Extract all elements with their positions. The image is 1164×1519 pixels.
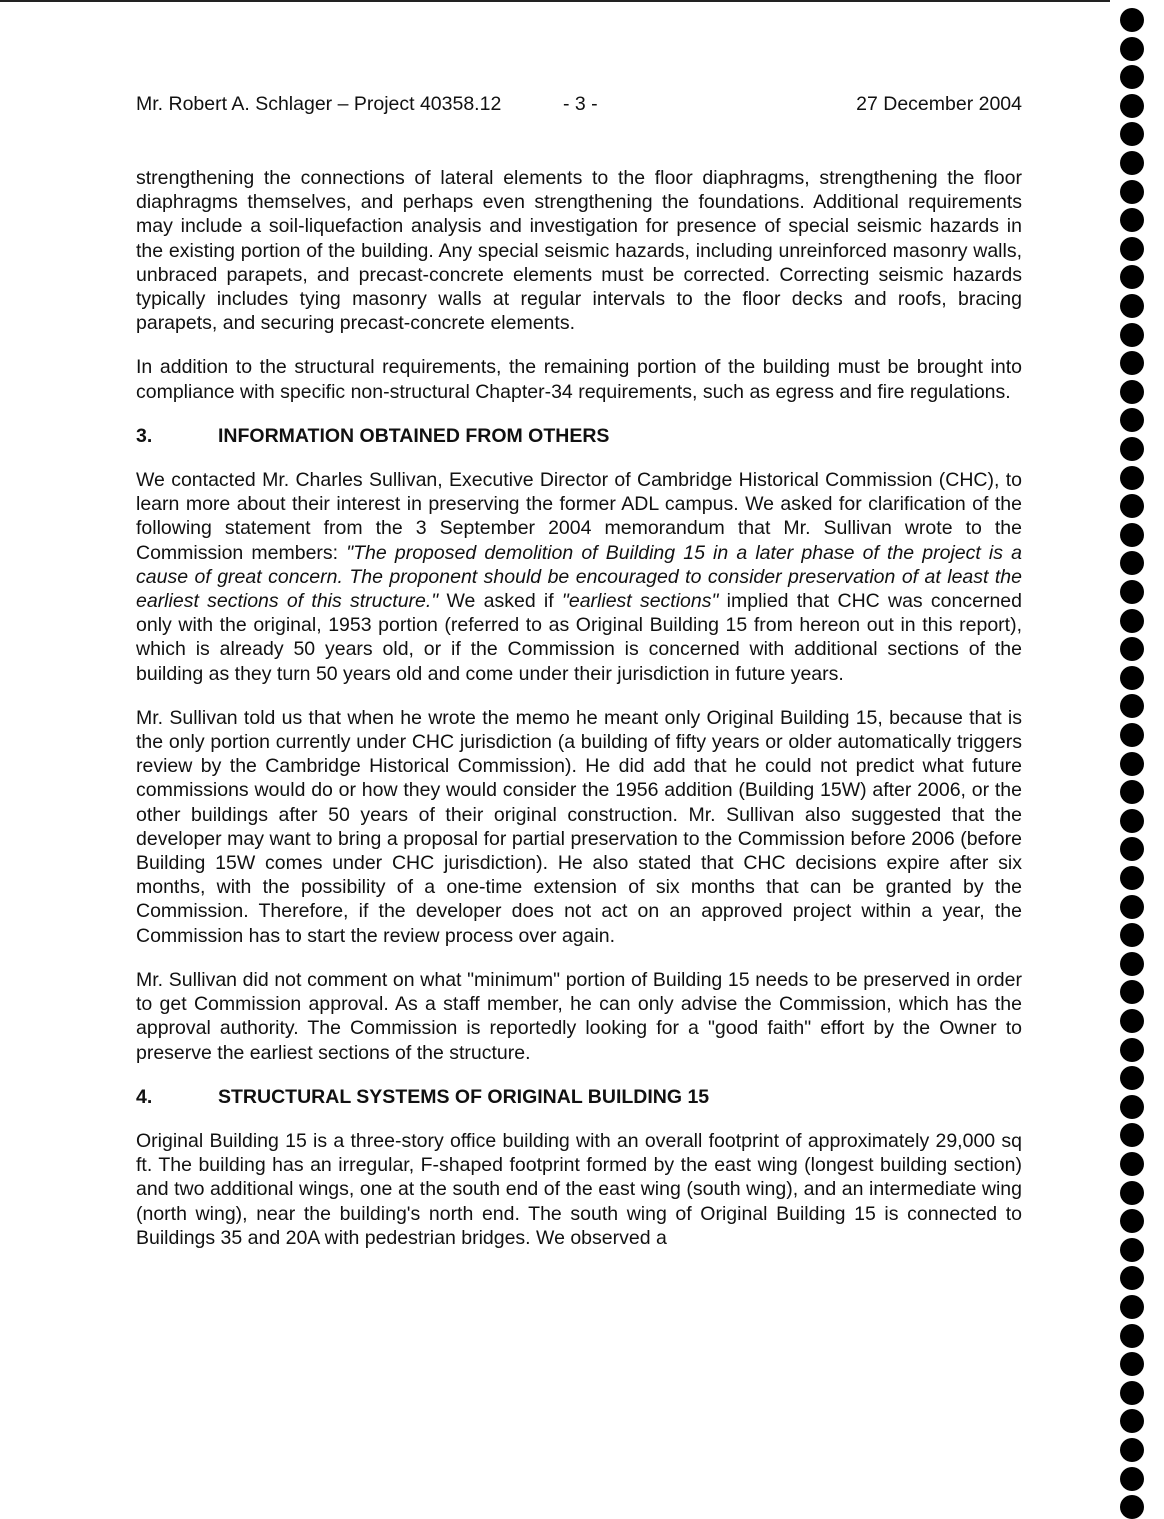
binding-hole <box>1120 437 1144 461</box>
binding-hole <box>1120 323 1144 347</box>
binding-hole <box>1120 1009 1144 1033</box>
binding-hole <box>1120 609 1144 633</box>
binding-hole <box>1120 523 1144 547</box>
section-3-paragraph-2: Mr. Sullivan told us that when he wrote the memo he meant only Original Building 15, because that is the only portion currently under CHC jurisdiction (a building of fifty years or older automatically triggers review by the Cambridge Historical Commission). He did add that he could not predict what future commissions would do or how they would consider the 1956 addition (Building 15W) after 2006, or the other buildings after 50 years of their original construction. Mr. Sullivan also suggested that the developer may want to bring a proposal for partial preservation to the Commission before 2006 (before Building 15W comes under CHC jurisdiction). He also stated that CHC decisions expire after six months, with the possibility of a one-time extension of six months that can be granted by the Commission. Therefore, if the developer does not act on an approved project within a year, the Commission has to start the review process over again. <box>136 706 1022 947</box>
binding-hole <box>1120 1467 1144 1491</box>
binding-hole <box>1120 1123 1144 1147</box>
binding-hole <box>1120 1181 1144 1205</box>
paragraph-nonstructural: In addition to the structural requirements, the remaining portion of the building must be brought into compliance with specific non-structural Chapter-34 requirements, such as egress and fire regulations. <box>136 356 1022 403</box>
section-3-p1-quote-2: "earliest sections" <box>561 590 719 613</box>
section-3-p1-text-b: We asked if <box>438 590 562 613</box>
binding-hole <box>1120 1266 1144 1290</box>
binding-hole <box>1120 1381 1144 1405</box>
binding-hole <box>1120 1295 1144 1319</box>
section-3-p1-text-a: We contacted Mr. Charles Sullivan, Executive Director of Cambridge Historical Commission (CHC), to learn more about their interest in preserving the former ADL campus. We asked for clarification of the following statement from the 3 September 2004 memorandum that Mr. Sullivan wrote to the Commission members: <box>136 469 1022 564</box>
section-4-heading <box>136 1085 1022 1109</box>
section-4-title: STRUCTURAL SYSTEMS OF ORIGINAL BUILDING 15 <box>218 1085 710 1108</box>
binding-hole <box>1120 1409 1144 1433</box>
binding-hole <box>1120 1095 1144 1119</box>
header-date: 27 December 2004 <box>856 93 1022 115</box>
binding-hole <box>1120 8 1144 32</box>
binding-hole <box>1120 37 1144 61</box>
binding-hole <box>1120 94 1144 118</box>
binding-hole <box>1120 265 1144 289</box>
binding-holes <box>1120 3 1150 1500</box>
binding-hole <box>1120 551 1144 575</box>
section-3-paragraph-3: Mr. Sullivan did not comment on what "minimum" portion of Building 15 needs to be preserved in order to get Commission approval. As a staff member, he can only advise the Commission, which has the approval authority. The Commission is reportedly looking for a "good faith" effort by the Owner to preserve the earliest sections of the structure. <box>136 968 1022 1064</box>
section-4-number: 4. <box>136 1085 153 1108</box>
binding-hole <box>1120 122 1144 146</box>
section-3-heading <box>136 424 1022 448</box>
binding-hole <box>1120 809 1144 833</box>
binding-hole <box>1120 866 1144 890</box>
binding-hole <box>1120 952 1144 976</box>
binding-hole <box>1120 1324 1144 1348</box>
page-header <box>136 93 1022 121</box>
binding-hole <box>1120 380 1144 404</box>
binding-hole <box>1120 351 1144 375</box>
binding-hole <box>1120 208 1144 232</box>
binding-hole <box>1120 494 1144 518</box>
binding-hole <box>1120 294 1144 318</box>
section-3-title: INFORMATION OBTAINED FROM OTHERS <box>218 424 610 447</box>
binding-hole <box>1120 980 1144 1004</box>
document-body <box>136 166 1022 1250</box>
binding-hole <box>1120 752 1144 776</box>
binding-hole <box>1120 1438 1144 1462</box>
binding-hole <box>1120 408 1144 432</box>
binding-hole <box>1120 1209 1144 1233</box>
binding-hole <box>1120 694 1144 718</box>
binding-hole <box>1120 780 1144 804</box>
binding-hole <box>1120 666 1144 690</box>
paragraph-continuation: strengthening the connections of lateral elements to the floor diaphragms, strengthening the floor diaphragms themselves, and perhaps even strengthening the foundations. Additional requirements may include a soil-liquefaction analysis and investigation for presence of special seismic hazards in the existing portion of the building. Any special seismic hazards, including unreinforced masonry walls, unbraced parapets, and precast-concrete elements must be corrected. Correcting seismic hazards typically includes tying masonry walls at regular intervals to the floor decks and roofs, bracing parapets, and securing precast-concrete elements. <box>136 167 1022 335</box>
binding-hole <box>1120 637 1144 661</box>
binding-hole <box>1120 1495 1144 1519</box>
binding-hole <box>1120 1352 1144 1376</box>
binding-hole <box>1120 466 1144 490</box>
header-page-number: - 3 - <box>563 93 598 115</box>
binding-hole <box>1120 237 1144 261</box>
binding-hole <box>1120 1038 1144 1062</box>
section-4-paragraph-1: Original Building 15 is a three-story office building with an overall footprint of approximately 29,000 sq ft. The building has an irregular, F-shaped footprint formed by the east wing (longest building section) and two additional wings, one at the south end of the east wing (south wing), and an intermediate wing (north wing), near the building's north end. The south wing of Original Building 15 is connected to Buildings 35 and 20A with pedestrian bridges. We observed a <box>136 1129 1022 1249</box>
section-3-paragraph-1 <box>136 468 1022 686</box>
binding-hole <box>1120 895 1144 919</box>
section-3-number: 3. <box>136 424 153 447</box>
binding-hole <box>1120 1238 1144 1262</box>
section-3-p1-quote: "The proposed demolition of Building 15 in a later phase of the project is a cause of great concern. The proponent should be encouraged to consider preservation of at least the earliest sections of this structure." <box>136 541 1022 613</box>
binding-hole <box>1120 723 1144 747</box>
header-recipient: Mr. Robert A. Schlager – Project 40358.12 <box>136 93 502 115</box>
binding-hole <box>1120 1066 1144 1090</box>
section-3-p1-text-c: implied that CHC was concerned only with the original, 1953 portion (referred to as Original Building 15 from hereon out in this report), which is already 50 years old, or if the Commission is concerned with additional sections of the building as they turn 50 years old and come under their jurisdiction in future years. <box>136 590 1022 685</box>
top-edge-rule <box>0 0 1110 2</box>
binding-hole <box>1120 151 1144 175</box>
binding-hole <box>1120 580 1144 604</box>
binding-hole <box>1120 923 1144 947</box>
binding-hole <box>1120 837 1144 861</box>
binding-hole <box>1120 65 1144 89</box>
binding-hole <box>1120 1152 1144 1176</box>
binding-hole <box>1120 180 1144 204</box>
